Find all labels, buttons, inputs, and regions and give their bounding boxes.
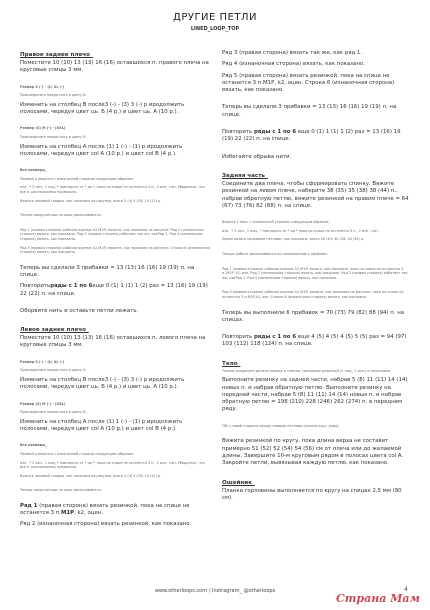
page-subtitle: LINED_LOOP_TOP [190,26,240,32]
page-title: ДРУГИЕ ПЕТЛИ [173,12,257,23]
paragraph [222,129,412,144]
note: Вяжите 1 пиш. с изнаночной стороны следующим образом: [222,220,330,225]
section-title-back: Задняя часть_ [222,172,268,179]
note: Присоедините новую нить в цвету B. [20,410,87,415]
text: еще 0 (1) 1 (1) 1 (2) раз = 13 (16) 19 (19) 22 (22) п. на спице. [222,129,401,143]
section-title-right-back-shoulder: Правое заднее плечо_ [20,52,93,58]
paragraph: Теперь вы сделали 3 прибавки = 13 (13) 16 (16) 19 (19) п. на спице. [20,264,195,278]
paragraph: Изменить на столбец А после (1) 1 (-) - (1) р иродолжить полосами, чередуя цвет col A (10 р.) и цвет col B (4 р.). [20,418,183,433]
note: изн., * 2 изн., 1 лиц, * повторить от * до *, пока на спице не останется 3 п., 2 изн., изн. Убедитесь, что все п. расположены правильно. [20,460,205,470]
paragraph [20,283,210,298]
size-label: Размер S (-) - (L) XL (-) [20,359,65,364]
text-bold: ряды с 1 по 6 [253,334,297,341]
note: изн., * 2 изн., 1 лиц, * повторить от * до *, пока на спице не останется 3 п., 2 изн., изн. Убедитесь, что все п. расположены правильно. [20,185,205,194]
watermark-logo: Страна Мам [336,592,420,605]
paragraph [222,334,412,349]
paragraph: Вяжите резинкой по кругу, пока длина верха не составит примерно 51 (52) 52 (54) 54 (56) см от плеча или до желаемой длины. Завершите 10-м круговым рядом в полосах цвета col A. Закройте петли, вывязывая каждую петлю, как показано. [222,438,404,467]
size-label: Размер S (-) - (L) XL (-) [20,84,65,89]
paragraph: Оборвите нить и оставьте петли лежать. [20,307,139,314]
text-bold: M1P [61,510,75,517]
text: еще 0 (1) 1 (1) 1 (2) раз = 13 (16) 19 (19) 22 (22) п. на спице. [20,283,208,297]
text-bold: Ряд 1 [20,502,38,509]
note: Ряд 1 (правая сторона) рабочая оценка: k2,M1R; вяжите, как показано на рисунке. Ряд 2 (изнаночная сторона) вязать, как показано. Ряд 3 (правая сторона) работает так же, какРяд 1. Ряд 4 (изнаночная сторона) вязать, как показано. [20,227,204,241]
footer-links: www.otherloops.com / Instragram_ @otherloops [154,588,276,594]
size-label: Размер (S) M (-) - (XXL) [20,126,66,131]
note: Вяжите лицевой гладью, как показано на рисунке, всего 2 (4) 4 (10) 10 (12) р. [20,473,162,478]
note: Присоедините новую нить в цвету B. [20,93,87,98]
note: Первый р вяжется с изнаночной стороны следующим образом: [20,451,134,456]
paragraph: Изменить на столбец В после3 (-) - (3) 3 (-) р иродолжить полосами, чередуя цвет ць. Б (4 р.) и цвет ць. А (10 р.). [20,376,185,391]
note: Первый р вяжется с изнаночной стороны следующим образом: [20,176,134,181]
right-column [222,50,412,506]
section-title-collar: Ошейник_ [222,479,255,486]
text: Повторить [20,283,51,290]
section-title-left-back-shoulder: Левое заднее плечо_ [20,327,89,334]
note: Далее вязать лицевыми петлями, как показано, всего 40 (40) 40 (34) 34 (34) р. [222,237,365,242]
note: Ряд 5 (правая сторона) рабочая оценка: k2,M1R; вяжите, как показано на рисунке. Строка 6 (изнаночная сторона) вязать, как показано. [20,245,210,255]
paragraph: Теперь вы сделали 3 прибавки = 13 (13) 16 (16) 19 (19) п. на спице. [222,104,397,118]
note: изн., * 2 изн., 1 лиц., * повторить от * до * пока на спице не останется 3 п., 2 изн., изн. [222,228,379,233]
text-bold: ряды с 1 по 6 [50,283,93,290]
note: Теперь накрученные на шею увеличиваются. [20,213,102,218]
paragraph: Соедините два плеча, чтобы сформировать спинку. Вяжите резинкой на левом плече, наберите 38 (35) 35 (38) 38 (44) п., набрав обратную петлю, вяжите резинкой на правом плече = 64 (67) 73 (76) 82 (88) п. на спице. [222,180,409,209]
section-title-body: Тело_ [222,360,241,367]
text: , k2, оцен. [74,510,104,517]
text-bold: ряды с 1 по 6 [253,129,297,136]
note: Теперь соедините детали переда и спинки, связанные резинкой (2 лиц., 1 изн.) и полосками. [222,368,391,373]
paragraph [20,503,210,518]
paragraph: Поместите 10 (10) 13 (13) 16 (16) оставшихся п. правого плеча на круговые спицы 3 мм. [20,60,209,74]
note: Теперь накрученные на шею увеличиваются. [20,488,102,493]
all-sizes-label: Все размеры_ [20,443,48,448]
paragraph: Ряд 3 (правая сторона) вязать так же, как ряд 1. [222,50,363,56]
note: Теперь работа увеличивается по направлению к проймам. [222,251,328,256]
note: Вяжите лицевой гладью, как показано на рисунке, всего 2 (4) 4 (10) 10 (12) р. [20,198,162,203]
paragraph: Избегайте обрыва нити. [222,153,292,160]
text: (правая сторона) вязать резинкой, пока на спице не останется 3 п. [20,502,190,517]
paragraph: Выполните резинку на задней части, набрав 5 (8) 11 (11) 14 (14) новых п. и набрав обратную петлю. Выполните резинку на передней части, набрав 5 (8) 11 (11) 14 (14) новых п. и набрав обратную петлю = 198 (210) 228 (246) 262 (274) п. в переднем ряду. [222,377,408,413]
note: Присоедините новую нить в цвету B. [20,134,87,139]
note: Ряд 5 (правая сторона) рабочая оценка: k2,M1R, вяжите, как показано на рисунке, пока на спице не останется 3 п.M1P,k2, изн. Строка 6 (изнаночная сторона) вязать, как показано. [222,290,404,299]
text: Повторить [222,129,253,136]
paragraph: Изменить на столбец А после (1) 1 (-) - (1) р иродолжить полосами, чередуя цвет col A (10 р.) и цвет col B (4 р.). [20,143,183,157]
note: Ряд 1 (правая сторона) рабочая оценка: k2,M1R, вязать, как показано, пока на спице не останется 3 п.,M1P, k2, изн. Ряд 2 (изнаночная сторона) вязать, как показано. Ряд 3 (правая сторона) работает так же, какРяд 1. Ряд 4 (изнаночная сторона) вязать, как показано. [222,266,408,280]
all-sizes-label: Все размеры_ [20,168,48,173]
note: ПМ с новой стороны между новыми петлями (начало круг. ряда). [222,423,340,428]
paragraph: Планка горловины выполняется по кругу на спицах 2,5 мм (80 см). [222,487,402,501]
size-label: Размер (S) M (-) - (XXL) [20,401,66,406]
left-column [20,50,210,533]
note: Присоедините новую нить в цвету A. [20,368,87,373]
text: еще 4 (5) 4 (5) 4 (5) 5 (5) раз = 94 (97) 103 (112) 118 (124) п. на спице. [222,334,407,348]
paragraph: Ряд 2 (изнаночная сторона) вязать резинкой, как показано. [20,521,192,528]
paragraph: Изменить на столбец В после3 (-) - (3) 3 (-) р иродолжить полосами, чередуя цвет ць. Б (4 р.) и цвет ць. А (10 р.). [20,101,185,116]
paragraph: Ряд 5 (правая сторона) вязать резинкой, пока на спице не останется 3 п.M1P, k2, оцен. Строка 6 (изнаночная сторона) вязать, как показано. [222,72,395,94]
page-number: 4 [404,586,408,593]
paragraph: Ряд 4 (изнаночная сторона) вязать, как показано. [222,61,365,68]
paragraph: Поместите 10 (10) 13 (13) 16 (16) оставшихся п. левого плеча на круговые спицы 3 мм. [20,335,206,349]
paragraph: Теперь вы выполнили 6 прибавок = 70 (73) 79 (82) 88 (94) п. на спицах. [222,309,405,323]
text: Повторить [222,334,253,341]
